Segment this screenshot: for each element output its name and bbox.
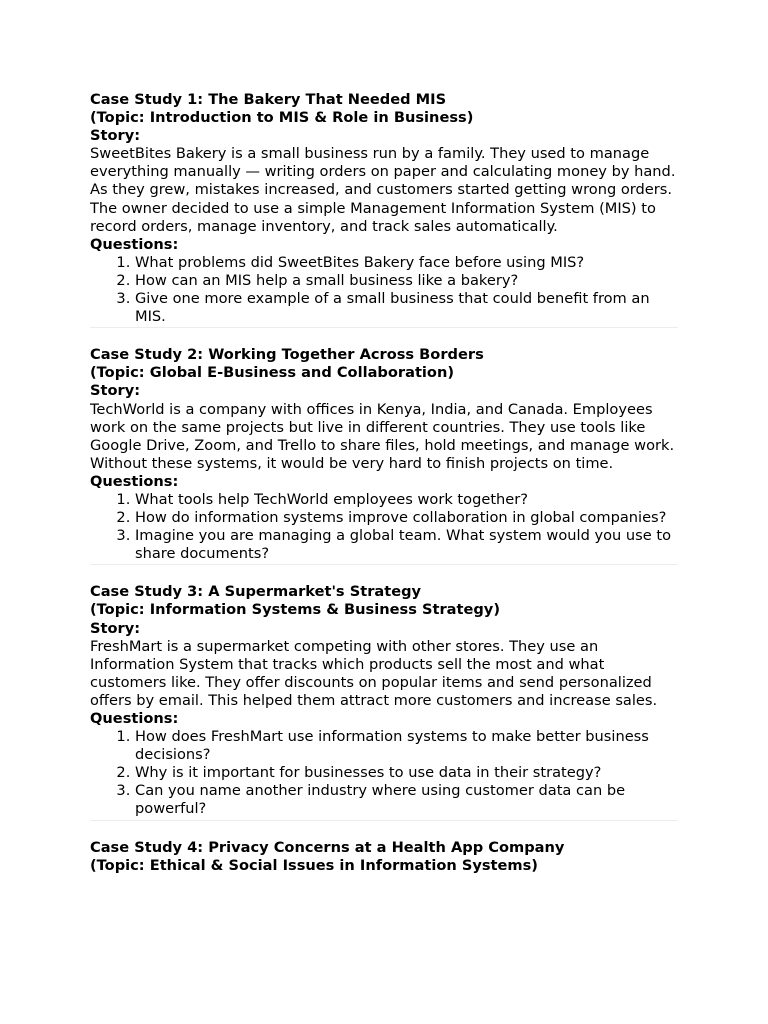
- story-label: Story:: [90, 619, 141, 637]
- case-study-topic: (Topic: Introduction to MIS & Role in Business): [90, 109, 474, 127]
- question-item: 2. How do information systems improve collaboration in global companies?: [135, 509, 680, 527]
- case-study-3: [90, 583, 680, 818]
- case-study-topic: (Topic: Ethical & Social Issues in Information Systems): [90, 856, 538, 874]
- questions-list: [90, 728, 680, 818]
- case-study-topic: (Topic: Information Systems & Business Strategy): [90, 601, 500, 619]
- question-item: 1. How does FreshMart use information systems to make better business decisions?: [135, 728, 680, 764]
- case-study-4: [90, 839, 680, 875]
- questions-list: [90, 254, 680, 326]
- case-study-title: Case Study 4: Privacy Concerns at a Health App Company: [90, 838, 565, 856]
- case-study-title: Case Study 2: Working Together Across Borders: [90, 346, 484, 364]
- section-divider: [90, 820, 678, 821]
- questions-label: Questions:: [90, 472, 179, 490]
- story-text: SweetBites Bakery is a small business run by a family. They used to manage everything manually — writing orders on paper and calculating money by hand. As they grew, mistakes increased, and customers started getting wrong orders. The owner decided to use a simple Management Information System (MIS) to record orders, manage inventory, and track sales automatically.: [90, 145, 676, 235]
- case-study-topic: (Topic: Global E-Business and Collaboration): [90, 364, 455, 382]
- question-item: 2. How can an MIS help a small business like a bakery?: [135, 272, 680, 290]
- case-study-2: [90, 346, 680, 563]
- question-item: 3. Can you name another industry where using customer data can be powerful?: [135, 782, 680, 818]
- questions-list: [90, 491, 680, 563]
- story-text: TechWorld is a company with offices in Kenya, India, and Canada. Employees work on the same projects but live in different countries. They use tools like Google Drive, Zoom, and Trello to share files, hold meetings, and manage work. Without these systems, it would be very hard to finish projects on time.: [90, 400, 675, 472]
- question-item: 1. What problems did SweetBites Bakery face before using MIS?: [135, 254, 680, 272]
- section-divider: [90, 564, 678, 565]
- questions-label: Questions:: [90, 710, 179, 727]
- story-label: Story:: [90, 382, 141, 400]
- document-content: [90, 91, 680, 875]
- case-study-title: Case Study 3: A Supermarket's Strategy: [90, 583, 422, 601]
- case-study-1: [90, 91, 680, 326]
- story-text: FreshMart is a supermarket competing with other stores. They use an Information System that tracks which products sell the most and what customers like. They offer discounts on popular items and send personalized offers by email. This helped them attract more customers and increase sales.: [90, 637, 658, 709]
- story-label: Story:: [90, 127, 141, 145]
- questions-label: Questions:: [90, 235, 179, 253]
- question-item: 1. What tools help TechWorld employees work together?: [135, 491, 680, 509]
- question-item: 3. Imagine you are managing a global team. What system would you use to share documents?: [135, 527, 680, 563]
- question-item: 3. Give one more example of a small business that could benefit from an MIS.: [135, 290, 680, 326]
- question-item: 2. Why is it important for businesses to use data in their strategy?: [135, 764, 680, 782]
- case-study-title: Case Study 1: The Bakery That Needed MIS: [90, 91, 447, 108]
- section-divider: [90, 327, 678, 328]
